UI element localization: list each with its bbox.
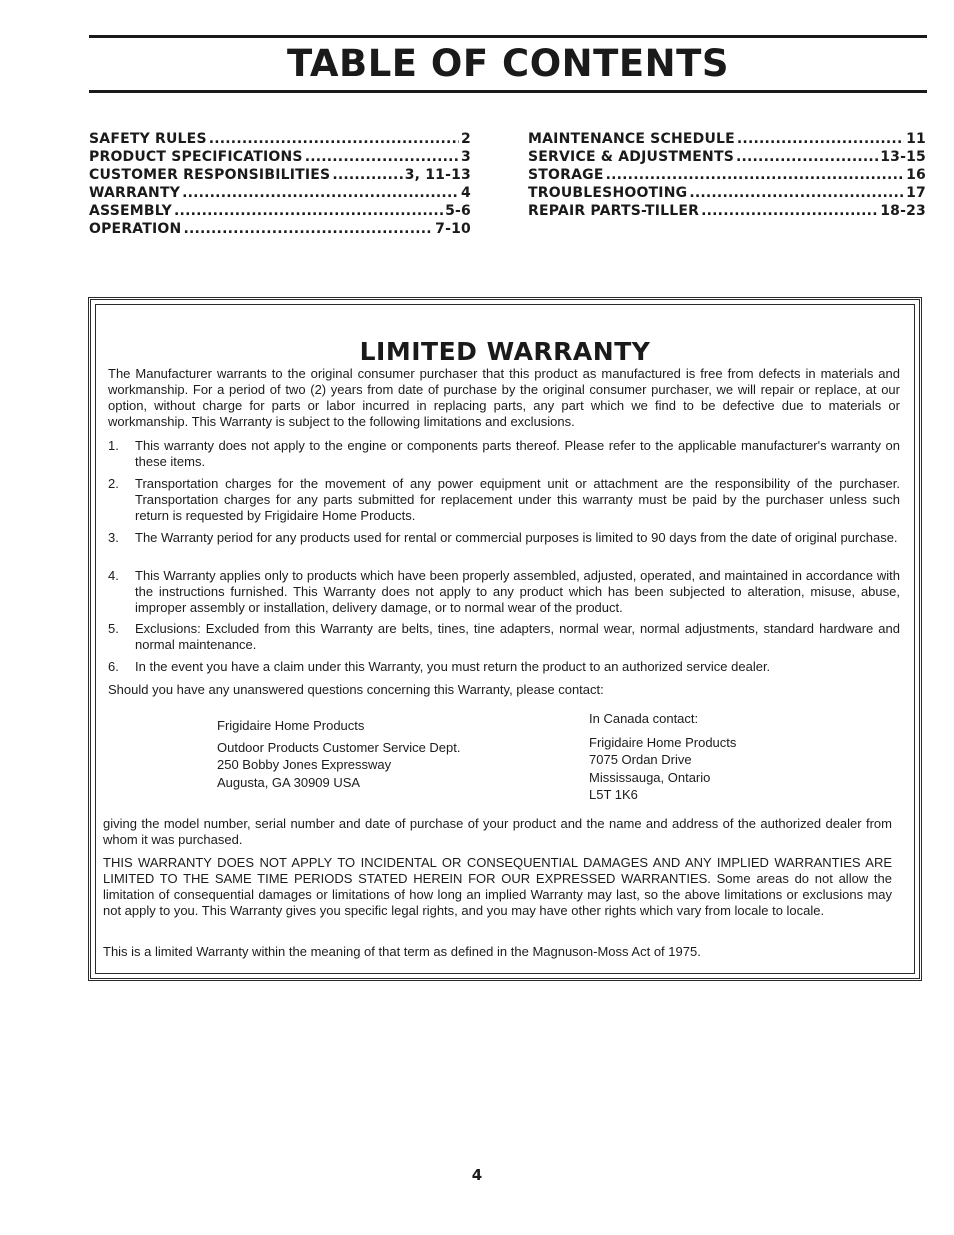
toc-entry-page: 18-23 (880, 203, 926, 219)
toc-entry-page: 13-15 (880, 149, 926, 165)
toc-entry-page: 3 (461, 149, 471, 165)
canada-address-block (589, 710, 736, 804)
toc-leader-dots (209, 130, 459, 148)
toc-entry[interactable] (528, 202, 926, 220)
toc-entry[interactable] (89, 130, 471, 148)
toc-leader-dots (689, 184, 904, 202)
toc-entry[interactable] (89, 148, 471, 166)
warranty-item-text: In the event you have a claim under this Warranty, you must return the product to an authorized service dealer. (135, 659, 771, 674)
address-line: In Canada contact: (589, 711, 699, 726)
toc-entry-label: MAINTENANCE SCHEDULE (528, 131, 735, 147)
warranty-item (108, 476, 900, 524)
toc-entry-label: PRODUCT SPECIFICATIONS (89, 149, 303, 165)
warranty-item-number: 2. (108, 476, 119, 491)
title-underline-rule (89, 90, 927, 93)
address-line: Augusta, GA 30909 USA (217, 774, 361, 790)
toc-entry-page: 4 (461, 185, 471, 201)
toc-entry[interactable] (528, 184, 926, 202)
toc-leader-dots (183, 220, 433, 238)
warranty-title: LIMITED WARRANTY (359, 337, 651, 366)
toc-leader-dots (701, 202, 878, 220)
toc-entry-page: 5-6 (445, 203, 471, 219)
toc-entry[interactable] (89, 220, 471, 238)
address-line: L5T 1K6 (589, 787, 638, 802)
warranty-intro: The Manufacturer warrants to the original consumer purchaser that this product as manufactured is free from defects in materials and workmanship. For a period of two (2) years from date of purchase by the original consumer purchaser, we will repair or replace, at our option, without charge for parts or labor incurred in replacing parts, any part which we find to be defective due to materials or workmanship. This Warranty is subject to the following limitations and exclusions. (108, 366, 900, 429)
toc-entry[interactable] (528, 130, 926, 148)
warranty-item (108, 621, 900, 653)
toc-leader-dots (332, 166, 402, 184)
address-line: 7075 Ordan Drive (589, 752, 692, 767)
toc-leader-dots (182, 184, 459, 202)
warranty-item-number: 4. (108, 568, 119, 583)
warranty-item-text: This warranty does not apply to the engine or components parts thereof. Please refer to the applicable manufacturer's warranty on these items. (135, 438, 900, 469)
toc-right-column (528, 130, 926, 220)
toc-entry-label: ASSEMBLY (89, 203, 173, 219)
address-line: 250 Bobby Jones Expressway (217, 757, 392, 772)
warranty-item-number: 5. (108, 621, 119, 636)
toc-entry-label: SERVICE & ADJUSTMENTS (528, 149, 734, 165)
toc-entry-label: OPERATION (89, 221, 182, 237)
toc-leader-dots (174, 202, 443, 220)
address-line: Outdoor Products Customer Service Dept. (217, 739, 461, 755)
toc-entry-label: REPAIR PARTS-TILLER (528, 203, 700, 219)
address-line: Frigidaire Home Products (589, 734, 737, 750)
warranty-disclaimer: THIS WARRANTY DOES NOT APPLY TO INCIDENTAL OR CONSEQUENTIAL DAMAGES AND ANY IMPLIED WARRANTIES ARE LIMITED TO THE SAME TIME PERIODS STATED HEREIN FOR OUR EXPRESSED WARRANTIES. Some areas do not allow the limitation of consequential damages or limitations of how long an implied Warranty may last, so the above limitations or exclusions may not apply to you. This Warranty gives you specific legal rights, and you may have other rights which vary from locale to locale. (103, 855, 892, 918)
address-line: Mississauga, Ontario (589, 769, 711, 785)
warranty-item (108, 568, 900, 616)
toc-leader-dots (737, 130, 904, 148)
toc-entry-label: SAFETY RULES (89, 131, 207, 147)
toc-left-column (89, 130, 471, 238)
toc-entry-label: TROUBLESHOOTING (528, 185, 688, 201)
address-line: Frigidaire Home Products (217, 718, 365, 733)
warranty-item (108, 530, 900, 546)
page-title: TABLE OF CONTENTS (287, 42, 729, 85)
contact-prompt: Should you have any unanswered questions concerning this Warranty, please contact: (108, 682, 604, 697)
warranty-item (108, 659, 900, 675)
warranty-item-number: 1. (108, 438, 119, 453)
warranty-item-text: Transportation charges for the movement of any power equipment unit or attachment are the responsibility of the purchaser. Transportation charges for any parts submitted for replacement under this warranty must be paid by the purchaser unless such return is requested by Frigidaire Home Products. (135, 476, 900, 523)
us-address-block (217, 717, 461, 791)
toc-entry-page: 16 (906, 167, 926, 183)
page-number: 4 (471, 1166, 483, 1184)
warranty-item-number: 3. (108, 530, 119, 545)
warranty-item (108, 438, 900, 470)
top-rule (89, 35, 927, 38)
warranty-item-text: This Warranty applies only to products which have been properly assembled, adjusted, operated, and maintained in accordance with the instructions furnished. This Warranty does not apply to any product which has been subjected to alteration, misuse, abuse, improper assembly or installation, delivery damage, or to normal wear of the product. (135, 568, 900, 615)
toc-entry-label: STORAGE (528, 167, 604, 183)
toc-entry-page: 11 (906, 131, 926, 147)
giving-text: giving the model number, serial number and date of purchase of your product and the name and address of the authorized dealer from whom it was purchased. (103, 816, 892, 847)
toc-entry-label: CUSTOMER RESPONSIBILITIES (89, 167, 331, 183)
toc-entry[interactable] (528, 166, 926, 184)
toc-entry-page: 17 (906, 185, 926, 201)
toc-entry-page: 7-10 (435, 221, 471, 237)
toc-entry-page: 3, 11-13 (404, 167, 471, 183)
toc-entry-label: WARRANTY (89, 185, 181, 201)
toc-leader-dots (305, 148, 459, 166)
toc-entry[interactable] (89, 184, 471, 202)
toc-entry[interactable] (89, 202, 471, 220)
toc-entry[interactable] (528, 148, 926, 166)
toc-leader-dots (606, 166, 905, 184)
warranty-item-text: The Warranty period for any products used for rental or commercial purposes is limited to 90 days from the date of original purchase. (135, 530, 898, 545)
warranty-item-number: 6. (108, 659, 119, 674)
warranty-item-text: Exclusions: Excluded from this Warranty are belts, tines, tine adapters, normal wear, normal adjustments, standard hardware and normal maintenance. (135, 621, 900, 652)
toc-entry-page: 2 (461, 131, 471, 147)
toc-entry[interactable] (89, 166, 471, 184)
warranty-closing: This is a limited Warranty within the meaning of that term as defined in the Magnuson-Moss Act of 1975. (103, 944, 701, 959)
toc-leader-dots (736, 148, 878, 166)
